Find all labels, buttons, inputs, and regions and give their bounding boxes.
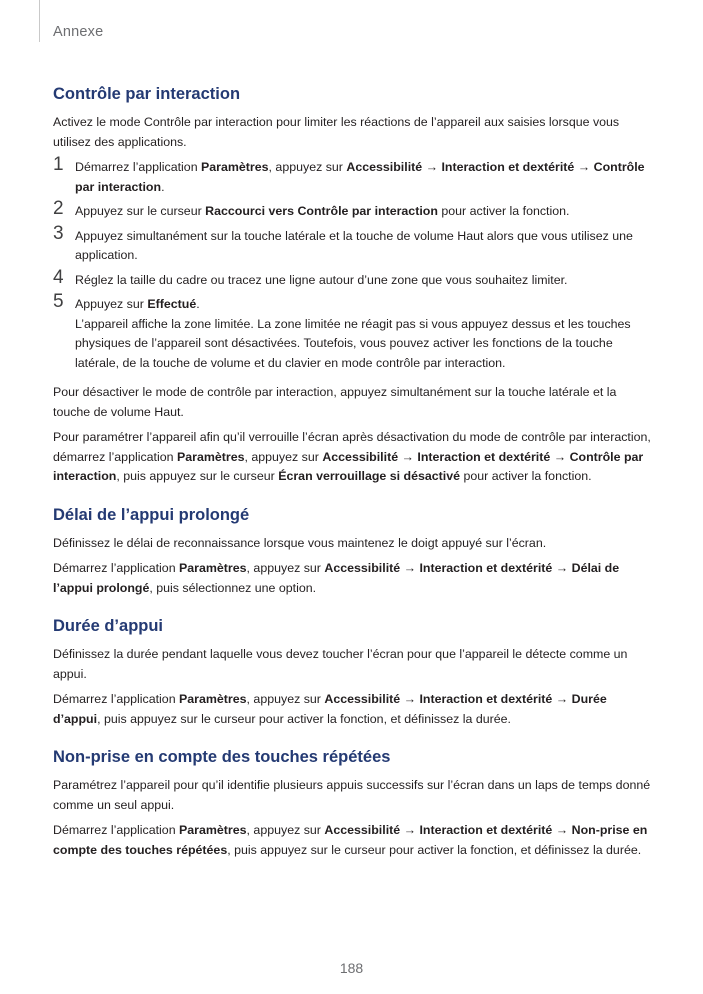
step-text: Démarrez l’application — [75, 160, 202, 174]
menu-path: Contrôle par interaction — [75, 160, 645, 194]
menu-path: Interaction et dextérité — [419, 823, 553, 837]
paragraph-deactivate: Pour désactiver le mode de contrôle par interaction, appuyez simultanément sur la touche latérale et la touche de volume Haut. — [53, 385, 617, 419]
arrow: → — [398, 449, 418, 464]
section-title-nonprise: Non-prise en compte des touches répétées — [53, 748, 391, 766]
text: pour activer la fonction. — [460, 469, 592, 483]
text: Démarrez l’application — [53, 561, 180, 575]
menu-path: Accessibilité — [324, 692, 401, 706]
step-text: . — [196, 297, 200, 311]
step-3 — [53, 222, 653, 266]
section-title-delai: Délai de l’appui prolongé — [53, 505, 250, 524]
text: , appuyez sur — [244, 449, 323, 464]
step-number: 1 — [53, 154, 64, 175]
menu-path: Non-prise en compte des touches répétées — [53, 823, 648, 857]
menu-path: Interaction et dextérité — [419, 561, 553, 575]
menu-path: Accessibilité — [322, 449, 399, 464]
step-detail: L’appareil affiche la zone limitée. La zone limitée ne réagit pas si vous appuyez dessus et les touches physiques de l’appareil sont désactivées. Toutefois, vous pouvez activer les fonctions de la touche latérale, de la touche de volume et du clavier en mode contrôle par interaction. — [75, 316, 631, 370]
step-text: Appuyez simultanément sur la touche latérale et la touche de volume Haut alors que vous utilisez une application. — [75, 228, 633, 262]
arrow: → — [552, 823, 572, 837]
arrow: → — [552, 561, 572, 575]
section-title-duree: Durée d’appui — [53, 617, 164, 635]
arrow: → — [550, 449, 570, 464]
arrow: → — [400, 692, 420, 706]
menu-path: Paramètres — [176, 449, 245, 464]
step-2 — [53, 198, 653, 222]
steps-list — [53, 154, 653, 373]
step-number: 4 — [53, 266, 64, 288]
step-text: , appuyez sur — [268, 160, 347, 174]
step-text: Appuyez sur le curseur — [75, 204, 206, 218]
text: Pour paramétrer l’appareil afin qu’il verrouille l’écran après désactivation du mode de contrôle par interaction, démarrez l’application — [53, 430, 651, 464]
menu-path: Paramètres — [179, 561, 247, 575]
paragraph-duree-1: Définissez la durée pendant laquelle vous devez toucher l’écran pour que l’appareil le détecte comme un appui. — [53, 647, 628, 681]
menu-path: Interaction et dextérité — [419, 692, 553, 706]
arrow: → — [552, 692, 572, 706]
step-text: . — [161, 179, 165, 194]
step-4 — [53, 266, 653, 291]
step-number: 5 — [53, 291, 64, 312]
arrow: → — [400, 823, 420, 837]
step-text: pour activer la fonction. — [437, 204, 570, 218]
menu-path: Interaction et dextérité — [417, 449, 551, 464]
menu-path: Contrôle par interaction — [53, 449, 644, 483]
paragraph-delai-2 — [53, 559, 653, 598]
text: , puis sélectionnez une option. — [149, 580, 317, 595]
step-1 — [53, 154, 653, 197]
menu-path: Accessibilité — [324, 823, 401, 837]
arrow: → — [422, 160, 442, 174]
text: Démarrez l’application — [53, 692, 180, 706]
step-number: 2 — [53, 198, 64, 219]
menu-path: Paramètres — [201, 160, 269, 174]
menu-path: Durée d’appui — [53, 692, 607, 726]
text: Démarrez l’application — [53, 823, 180, 837]
paragraph-nonprise-1: Paramétrez l’appareil pour qu’il identifie plusieurs appuis successifs sur l’écran dans un laps de temps donné comme un seul appui. — [53, 778, 651, 812]
section-title-controle: Contrôle par interaction — [53, 85, 241, 103]
step-text: Appuyez sur — [75, 297, 148, 311]
arrow: → — [400, 561, 420, 575]
menu-path: Accessibilité — [324, 561, 401, 575]
paragraph-nonprise-2 — [53, 821, 653, 860]
menu-path: Interaction et dextérité — [441, 160, 575, 174]
step-text: Réglez la taille du cadre ou tracez une ligne autour d’une zone que vous souhaitez limiter. — [75, 272, 568, 287]
menu-path: Écran verrouillage si désactivé — [278, 469, 461, 483]
menu-path: Paramètres — [179, 692, 247, 706]
menu-path: Raccourci vers Contrôle par interaction — [205, 204, 438, 218]
running-header: Annexe — [53, 24, 104, 40]
menu-path: Paramètres — [179, 823, 247, 837]
text: , appuyez sur — [246, 823, 325, 837]
text: , puis appuyez sur le curseur pour activer la fonction, et définissez la durée. — [97, 711, 511, 726]
text: , puis appuyez sur le curseur pour activer la fonction, et définissez la durée. — [227, 842, 642, 857]
page-number: 188 — [339, 960, 364, 976]
step-5 — [53, 291, 653, 373]
paragraph-duree-2 — [53, 690, 653, 729]
text: , puis appuyez sur le curseur — [116, 469, 279, 483]
arrow: → — [574, 160, 594, 174]
menu-path: Accessibilité — [346, 160, 423, 174]
intro-controle: Activez le mode Contrôle par interaction pour limiter les réactions de l’appareil aux saisies lorsque vous utilisez des applications. — [53, 115, 620, 149]
page-content — [53, 84, 653, 866]
paragraph-delai-1: Définissez le délai de reconnaissance lorsque vous maintenez le doigt appuyé sur l’écran. — [53, 535, 547, 550]
menu-path: Effectué — [147, 297, 197, 311]
margin-rule — [39, 0, 40, 42]
step-number: 3 — [53, 222, 64, 244]
text: , appuyez sur — [246, 692, 325, 706]
menu-path: Délai de l’appui prolongé — [53, 561, 620, 595]
text: , appuyez sur — [246, 561, 325, 575]
paragraph-lock — [53, 428, 653, 487]
